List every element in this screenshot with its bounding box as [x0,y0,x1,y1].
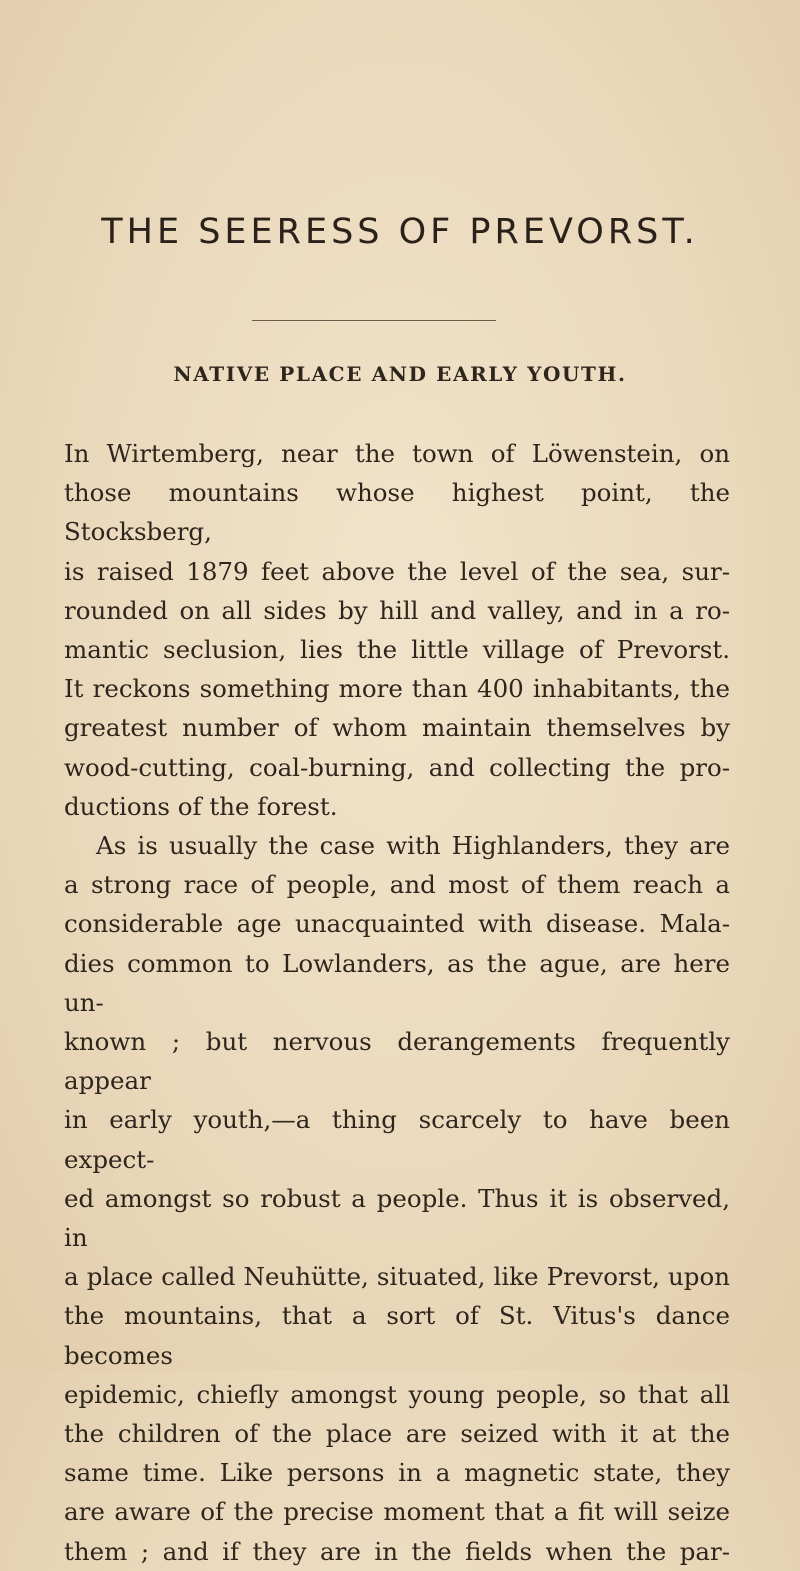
page-title: THE SEERESS OF PREVORST. [101,212,699,252]
text-line: known ; but nervous derangements frequently appear [64,1027,730,1096]
chapter-heading: NATIVE PLACE AND EARLY YOUTH. [173,362,627,386]
text-line: are aware of the precise moment that a fit will seize [64,1497,730,1527]
paragraph-1 [64,434,730,826]
body-text [64,434,730,1571]
text-line: In Wirtemberg, near the town of Löwenstein, on [64,439,730,468]
text-line: mantic seclusion, lies the little village of Prevorst. [64,635,730,665]
text-line: them ; and if they are in the fields when the par- [64,1536,730,1566]
text-line: ed amongst so robust a people. Thus it is observed, in [64,1183,730,1253]
text-line: same time. Like persons in a magnetic state, they [64,1458,730,1488]
text-line: greatest number of whom maintain themselves by [64,713,730,743]
text-line: a place called Neuhütte, situated, like Prevorst, upon [64,1262,730,1292]
text-line: those mountains whose highest point, the Stocksberg, [64,478,730,547]
text-line: in early youth,—a thing scarcely to have been expect- [64,1105,730,1174]
text-line: It reckons something more than 400 inhabitants, the [64,674,730,704]
text-line: dies common to Lowlanders, as the ague, are here un- [64,948,730,1017]
text-line: wood-cutting, coal-burning, and collecting the pro- [64,752,730,782]
title-rule [252,320,496,321]
text-line: ductions of the forest. [64,791,338,821]
text-line: considerable age unacquainted with disease. Mala- [64,909,730,939]
paragraph-2 [64,826,730,1571]
text-line: rounded on all sides by hill and valley, and in a ro- [64,595,730,625]
text-line: the mountains, that a sort of St. Vitus's dance becomes [64,1301,730,1370]
text-line: a strong race of people, and most of them reach a [64,870,730,900]
text-line: As is usually the case with Highlanders, they are [96,831,730,861]
text-line: the children of the place are seized with it at the [64,1419,730,1449]
text-line: epidemic, chiefly amongst young people, so that all [64,1379,730,1409]
text-line: is raised 1879 feet above the level of the sea, sur- [64,556,730,586]
